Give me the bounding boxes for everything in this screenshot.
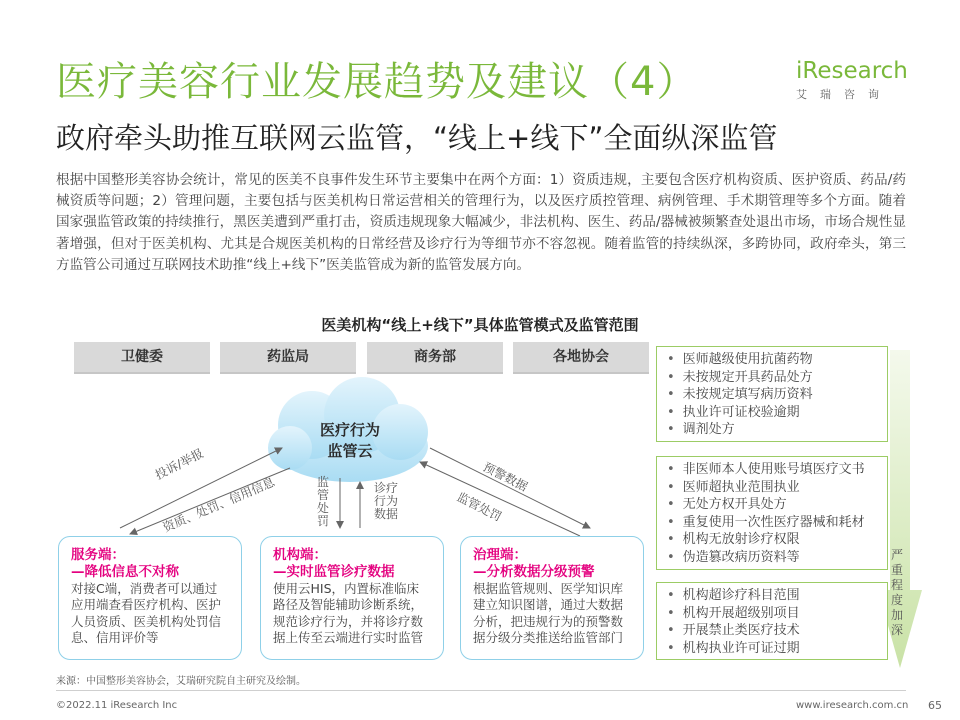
diagram-title: 医美机构“线上+线下”具体监管模式及监管范围	[321, 316, 639, 334]
footer-copyright: ©2022.11 iResearch Inc	[56, 700, 178, 711]
gov-box-commerce-ministry: 商务部	[367, 342, 503, 374]
page-number: 65	[928, 699, 942, 712]
risk-box-2	[656, 456, 888, 570]
role-title: 机构端：	[273, 547, 327, 563]
risk-item: • 执业许可证校验逾期	[667, 404, 879, 422]
label-qualification: 资质、处罚、信用信息	[160, 474, 277, 535]
risk-item: • 伪造篡改病历资料等	[667, 549, 879, 567]
risk-item: • 机构超诊疗科目范围	[667, 587, 879, 605]
role-subtitle: —实时监管诊疗数据	[273, 564, 395, 580]
page-subtitle: 政府牵头助推互联网云监管，“线上+线下”全面纵深监管	[56, 121, 778, 155]
gov-box-drug-administration: 药监局	[220, 342, 356, 374]
role-subtitle: —降低信息不对称	[71, 564, 179, 580]
role-box-institution	[260, 536, 444, 660]
gov-box-health-commission: 卫健委	[74, 342, 210, 374]
risk-item: • 调剂处方	[667, 421, 879, 439]
risk-box-1	[656, 346, 888, 442]
cloud-label	[300, 420, 400, 462]
severity-label: 严重程度加深	[890, 548, 903, 637]
label-complaint: 投诉/举报	[152, 446, 206, 483]
label-supervise-punish-right: 监管处罚	[454, 489, 504, 525]
role-text: 使用云HIS，内置标准临床路径及智能辅助诊断系统，规范诊疗行为，并将诊疗数据上传至云端进行实时监管	[273, 581, 424, 646]
logo-wordmark: iResearch	[796, 58, 908, 84]
page-title: 医疗美容行业发展趋势及建议（4）	[56, 59, 698, 105]
label-diagnosis-data: 诊疗行为数据	[373, 481, 398, 521]
cloud-label-line-2: 监管云	[327, 442, 373, 460]
risk-item: • 机构执业许可证过期	[667, 640, 879, 658]
risk-item: • 非医师本人使用账号填医疗文书	[667, 461, 879, 479]
footer-divider	[56, 690, 906, 691]
risk-item: • 未按规定填写病历资料	[667, 386, 879, 404]
risk-box-3	[656, 582, 888, 660]
label-supervise-punish: 监管处罚	[316, 475, 329, 528]
role-title: 治理端：	[473, 547, 527, 563]
intro-paragraph: 根据中国整形美容协会统计，常见的医美不良事件发生环节主要集中在两个方面：1）资质违规，主要包含医疗机构资质、医护资质、药品/药械资质等问题；2）管理问题，主要包括与医美机构日常运营相关的管理行为，以及医疗质控管理、病例管理、手术期管理等多个方面。随着国家强监管政策的持续推行，黑医美遭到严重打击，资质违规现象大幅减少，非法机构、医生、药品/器械被频繁查处退出市场，市场合规性显著增强，但对于医美机构、尤其是合规医美机构的日常经营及诊疗行为等细节亦不容忽视。随着监管的持续纵深，多跨协同，政府牵头，第三方监管公司通过互联网技术助推“线上+线下”医美监管成为新的监管发展方向。	[56, 172, 906, 273]
role-text: 根据监管规则、医学知识库建立知识图谱，通过大数据分析，把违规行为的预警数据分级分类推送给监管部门	[473, 581, 624, 646]
gov-box-local-associations: 各地协会	[513, 342, 649, 374]
logo-chinese-name: 艾瑞咨询	[796, 88, 892, 101]
role-box-governance	[460, 536, 644, 660]
source-note: 来源：中国整形美容协会，艾瑞研究院自主研究及绘制。	[56, 676, 306, 687]
role-subtitle: —分析数据分级预警	[473, 564, 595, 580]
risk-item: • 机构开展超级别项目	[667, 605, 879, 623]
role-box-service	[58, 536, 242, 660]
risk-item: • 重复使用一次性医疗器械和耗材	[667, 514, 879, 532]
risk-item: • 医师超执业范围执业	[667, 479, 879, 497]
risk-item: • 开展禁止类医疗技术	[667, 622, 879, 640]
label-warning-data: 预警数据	[480, 459, 530, 495]
role-title: 服务端：	[71, 547, 125, 563]
risk-item: • 无处方权开具处方	[667, 496, 879, 514]
risk-item: • 未按规定开具药品处方	[667, 369, 879, 387]
risk-item: • 机构无放射诊疗权限	[667, 531, 879, 549]
role-text: 对接C端，消费者可以通过应用端查看医疗机构、医护人员资质、医美机构处罚信息、信用评价等	[71, 581, 222, 646]
footer-url: www.iresearch.com.cn	[796, 700, 909, 711]
risk-item: • 医师越级使用抗菌药物	[667, 351, 879, 369]
cloud-label-line-1: 医疗行为	[319, 421, 380, 439]
